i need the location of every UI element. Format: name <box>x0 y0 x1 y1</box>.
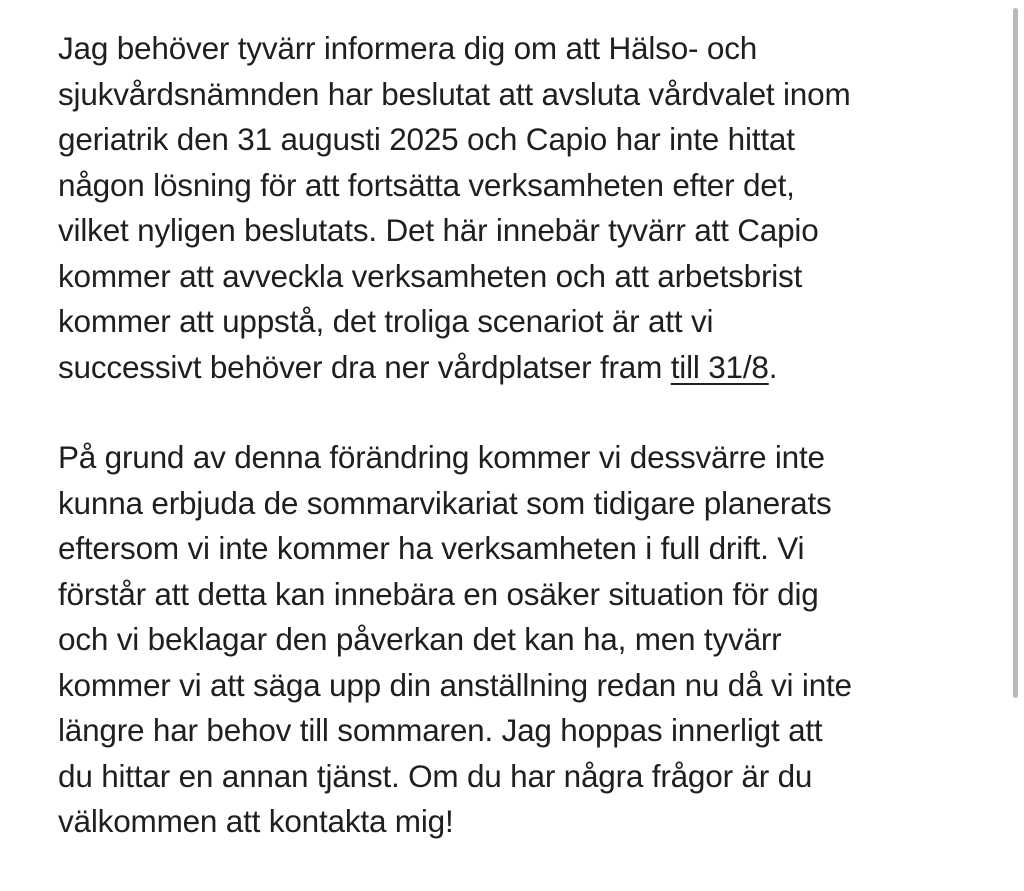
text-line: På grund av denna förändring kommer vi dessvärre inte <box>58 439 825 475</box>
text-line: eftersom vi inte kommer ha verksamheten i full drift. Vi <box>58 530 805 566</box>
text-line: och vi beklagar den påverkan det kan ha, men tyvärr <box>58 621 782 657</box>
text-line: vilket nyligen beslutats. Det här innebär tyvärr att Capio <box>58 212 819 248</box>
text-line: kommer att avveckla verksamheten och att arbetsbrist <box>58 257 803 294</box>
text-line: du hittar en annan tjänst. Om du har några frågor är du <box>58 757 813 794</box>
text-line: geriatrik den 31 augusti 2025 och Capio har inte hittat <box>58 121 795 157</box>
date-link[interactable]: till 31/8 <box>670 348 769 385</box>
text-fragment: . <box>768 348 778 385</box>
paragraph-1 <box>58 26 998 390</box>
text-line: längre har behov till sommaren. Jag hoppas innerligt att <box>58 712 823 748</box>
text-line-with-link <box>58 345 998 391</box>
text-line: Jag behöver tyvärr informera dig om att Hälso- och <box>58 30 758 66</box>
text-line: förstår att detta kan innebära en osäker situation för dig <box>58 575 819 612</box>
text-fragment: successivt behöver dra ner vårdplatser fram <box>58 348 671 385</box>
message-body <box>58 26 998 845</box>
text-line: kunna erbjuda de sommarvikariat som tidigare planerats <box>58 484 832 521</box>
text-line: någon lösning för att fortsätta verksamheten efter det, <box>58 166 795 203</box>
text-line: kommer vi att säga upp din anställning redan nu då vi inte <box>58 666 852 703</box>
text-line: välkommen att kontakta mig! <box>58 803 454 839</box>
vertical-scrollbar[interactable] <box>1013 8 1018 698</box>
text-line: kommer att uppstå, det troliga scenariot är att vi <box>58 303 714 339</box>
paragraph-2 <box>58 435 998 845</box>
text-line: sjukvårdsnämnden har beslutat att avsluta vårdvalet inom <box>58 75 851 112</box>
